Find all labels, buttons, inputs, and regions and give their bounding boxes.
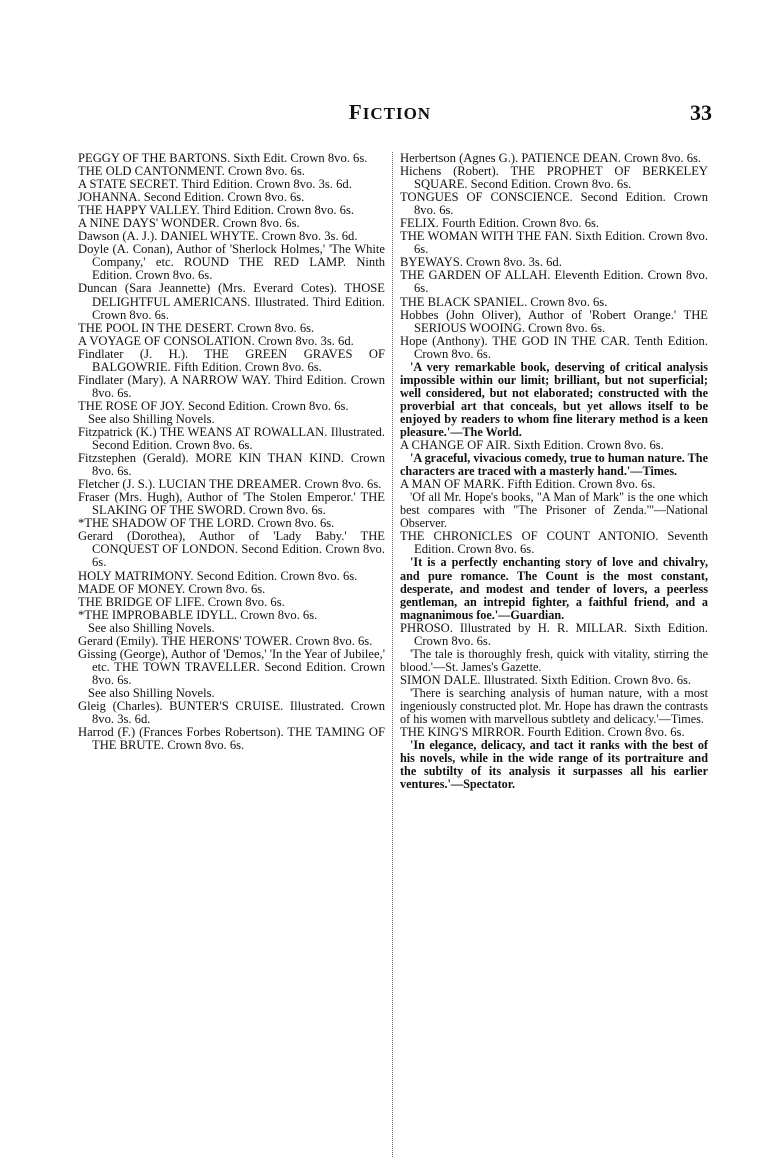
review-quote: 'In elegance, delicacy, and tact it ranks with the best of his novels, while in the wide range of its portraiture and the subtilty of its analysis it surpasses all his earlier ventures.'—Spectator. bbox=[400, 738, 708, 792]
catalog-entry: Gerard (Emily). THE HERONS' TOWER. Crown 8vo. 6s. bbox=[78, 633, 373, 648]
catalog-entry: A NINE DAYS' WONDER. Crown 8vo. 6s. bbox=[78, 216, 300, 231]
title-rest: ICTION bbox=[362, 104, 432, 123]
catalog-entry: Fraser (Mrs. Hugh), Author of 'The Stolen Emperor.' THE SLAKING OF THE SWORD. Crown 8vo. 6s. bbox=[78, 490, 385, 518]
catalog-entry: A STATE SECRET. Third Edition. Crown 8vo. 3s. 6d. bbox=[78, 177, 352, 192]
catalog-entry: *THE IMPROBABLE IDYLL. Crown 8vo. 6s. bbox=[78, 607, 318, 622]
catalog-entry: Findlater (J. H.). THE GREEN GRAVES OF BALGOWRIE. Fifth Edition. Crown 8vo. 6s. bbox=[78, 346, 385, 374]
right-column bbox=[400, 152, 708, 791]
catalog-entry: Findlater (Mary). A NARROW WAY. Third Edition. Crown 8vo. 6s. bbox=[78, 372, 385, 400]
catalog-entry: THE GARDEN OF ALLAH. Eleventh Edition. Crown 8vo. 6s. bbox=[400, 268, 708, 296]
catalog-entry: Hope (Anthony). THE GOD IN THE CAR. Tenth Edition. Crown 8vo. 6s. bbox=[400, 333, 708, 361]
catalog-entry: MADE OF MONEY. Crown 8vo. 6s. bbox=[78, 581, 266, 596]
catalog-entry: Gissing (George), Author of 'Demos,' 'In the Year of Jubilee,' etc. THE TOWN TRAVELLER. Second Edition. Crown 8vo. 6s. bbox=[78, 646, 385, 687]
catalog-entry: THE ROSE OF JOY. Second Edition. Crown 8vo. 6s. bbox=[78, 398, 349, 413]
see-also-note: See also Shilling Novels. bbox=[88, 620, 215, 635]
catalog-entry: *THE SHADOW OF THE LORD. Crown 8vo. 6s. bbox=[78, 516, 335, 531]
catalog-entry: THE KING'S MIRROR. Fourth Edition. Crown 8vo. 6s. bbox=[400, 725, 685, 740]
catalog-entry: TONGUES OF CONSCIENCE. Second Edition. Crown 8vo. 6s. bbox=[400, 190, 708, 218]
see-also-note: See also Shilling Novels. bbox=[88, 411, 215, 426]
catalog-entry: Doyle (A. Conan), Author of 'Sherlock Holmes,' 'The White Company,' etc. ROUND THE RED LAMP. Ninth Edition. Crown 8vo. 6s. bbox=[78, 242, 385, 283]
catalog-entry: A CHANGE OF AIR. Sixth Edition. Crown 8vo. 6s. bbox=[400, 438, 664, 453]
catalog-entry: THE WOMAN WITH THE FAN. Sixth Edition. Crown 8vo. 6s. bbox=[400, 229, 708, 257]
catalog-entry: Hichens (Robert). THE PROPHET OF BERKELEY SQUARE. Second Edition. Crown 8vo. 6s. bbox=[400, 164, 708, 192]
see-also-note: See also Shilling Novels. bbox=[88, 685, 215, 700]
review-quote: 'A very remarkable book, deserving of critical analysis impossible within our limit; brilliant, but not superficial; well considered, but not elaborated; constructed with the proverbial art that conceals, but yet allows itself to be enjoyed by readers to whom fine literary method is a keen pleasure.'—The World. bbox=[400, 359, 708, 439]
page-header bbox=[0, 100, 780, 134]
catalog-entry: Fletcher (J. S.). LUCIAN THE DREAMER. Crown 8vo. 6s. bbox=[78, 477, 382, 492]
review-quote: 'It is a perfectly enchanting story of love and chivalry, and pure romance. The Count is the most constant, desperate, and modest and tender of lovers, a peerless gentleman, an intrepid fighter, a faithful friend, and a magnanimous foe.'—Guardian. bbox=[400, 555, 708, 622]
catalog-entry: THE BLACK SPANIEL. Crown 8vo. 6s. bbox=[400, 294, 608, 309]
catalog-entry: THE HAPPY VALLEY. Third Edition. Crown 8vo. 6s. bbox=[78, 203, 355, 218]
catalog-entry: SIMON DALE. Illustrated. Sixth Edition. Crown 8vo. 6s. bbox=[400, 672, 692, 687]
review-quote: 'A graceful, vivacious comedy, true to human nature. The characters are traced with a masterly hand.'—Times. bbox=[400, 451, 708, 479]
catalog-entry: THE CHRONICLES OF COUNT ANTONIO. Seventh Edition. Crown 8vo. 6s. bbox=[400, 529, 708, 557]
catalog-entry: BYEWAYS. Crown 8vo. 3s. 6d. bbox=[400, 255, 562, 270]
page-title bbox=[0, 100, 780, 125]
catalog-entry: Duncan (Sara Jeannette) (Mrs. Everard Cotes). THOSE DELIGHTFUL AMERICANS. Illustrated. Third Edition. Crown 8vo. 6s. bbox=[78, 281, 385, 322]
page-number: 33 bbox=[690, 100, 712, 125]
title-initial: F bbox=[348, 100, 363, 124]
catalog-entry: THE POOL IN THE DESERT. Crown 8vo. 6s. bbox=[78, 320, 315, 335]
review-quote: 'There is searching analysis of human nature, with a most ingeniously constructed plot. Mr. Hope has drawn the contrasts of his women with marvellous subtlety and delicacy.'—Times. bbox=[400, 685, 709, 727]
catalog-entry: THE BRIDGE OF LIFE. Crown 8vo. 6s. bbox=[78, 594, 285, 609]
catalog-entry: Harrod (F.) (Frances Forbes Robertson). THE TAMING OF THE BRUTE. Crown 8vo. 6s. bbox=[78, 725, 385, 753]
catalog-entry: Fitzpatrick (K.) THE WEANS AT ROWALLAN. Illustrated. Second Edition. Crown 8vo. 6s. bbox=[78, 424, 385, 453]
review-quote: 'Of all Mr. Hope's books, "A Man of Mark" is the one which best compares with "The Prisoner of Zenda."'—National Observer. bbox=[400, 490, 708, 531]
catalog-entry: HOLY MATRIMONY. Second Edition. Crown 8vo. 6s. bbox=[78, 568, 358, 583]
catalog-entry: Gerard (Dorothea), Author of 'Lady Baby.' THE CONQUEST OF LONDON. Second Edition. Crown 8vo. 6s. bbox=[78, 529, 385, 570]
catalog-entry: Fitzstephen (Gerald). MORE KIN THAN KIND. Crown 8vo. 6s. bbox=[78, 451, 385, 479]
review-quote: 'The tale is thoroughly fresh, quick with vitality, stirring the blood.'—St. James's Gazette. bbox=[400, 646, 708, 674]
catalog-entry: THE OLD CANTONMENT. Crown 8vo. 6s. bbox=[78, 164, 305, 179]
catalog-entry: Dawson (A. J.). DANIEL WHYTE. Crown 8vo. 3s. 6d. bbox=[78, 229, 358, 244]
catalog-entry: FELIX. Fourth Edition. Crown 8vo. 6s. bbox=[400, 216, 600, 231]
catalog-entry: A VOYAGE OF CONSOLATION. Crown 8vo. 3s. 6d. bbox=[78, 333, 354, 348]
catalog-entry: Herbertson (Agnes G.). PATIENCE DEAN. Crown 8vo. 6s. bbox=[400, 151, 702, 165]
catalog-entry: PEGGY OF THE BARTONS. Sixth Edit. Crown 8vo. 6s. bbox=[78, 151, 368, 165]
catalog-entry: PHROSO. Illustrated by H. R. MILLAR. Sixth Edition. Crown 8vo. 6s. bbox=[400, 620, 708, 648]
catalog-entry: Gleig (Charles). BUNTER'S CRUISE. Illustrated. Crown 8vo. 3s. 6d. bbox=[78, 698, 385, 727]
catalog-entry: JOHANNA. Second Edition. Crown 8vo. 6s. bbox=[78, 190, 305, 205]
column-divider bbox=[392, 152, 393, 1157]
catalog-entry: A MAN OF MARK. Fifth Edition. Crown 8vo. 6s. bbox=[400, 477, 656, 492]
catalog-entry: Hobbes (John Oliver), Author of 'Robert Orange.' THE SERIOUS WOOING. Crown 8vo. 6s. bbox=[400, 307, 708, 335]
left-column bbox=[78, 152, 385, 752]
